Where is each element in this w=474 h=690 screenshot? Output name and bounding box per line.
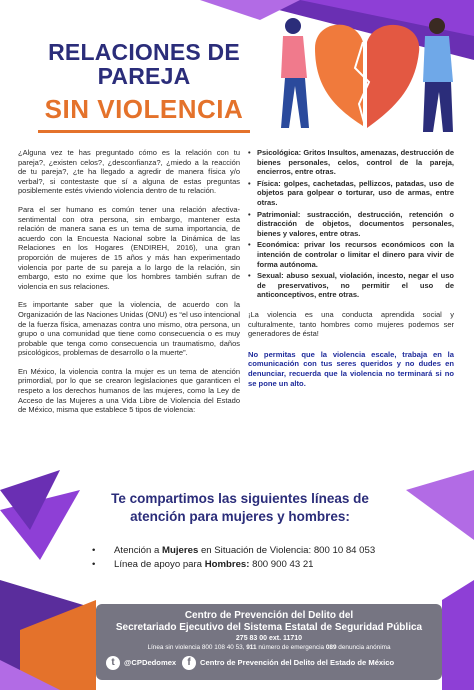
learned-behavior-note: ¡La violencia es una conducta aprendida social y culturalmente, tanto hombres como mujeres podemos ser generadores de ésta! — [248, 309, 454, 339]
footer-emergency-line — [96, 643, 442, 652]
list-item: • Económica: privar los recursos económicos con la intención de controlar o limitar el dinero para vivir de forma autónoma. — [248, 240, 454, 269]
twitter-handle[interactable]: @CPDedomex — [124, 658, 177, 667]
title-line-2: PAREJA — [97, 63, 191, 89]
paragraph-endireh: Para el ser humano es común tener una relación afectiva-sentimental con otra persona, sin embargo, mantener esta relación de manera sana es un tema de suma importancia, de acuerdo con la Encuesta Nacional sobre la Dinámica de las Relaciones en los Hogares (ENDIREH, 2016), una gran proporción de mujeres de 15 años y más han experimentado violencia por parte de su pareja a lo largo de la relación, sin embargo, esto no exime que los hombres también sufran de violencia en sus relaciones. — [18, 204, 240, 291]
footer-box — [96, 604, 442, 680]
hotline-women-number: en Situación de Violencia: 800 10 84 053 — [198, 545, 376, 556]
right-column — [248, 148, 454, 389]
footer-line-prefix: Línea sin violencia 800 108 40 53, — [147, 644, 247, 651]
footer-org-1: Centro de Prevención del Delito del — [184, 610, 354, 621]
footer-line-suffix: denuncia anónima — [336, 644, 391, 651]
social-links — [106, 656, 436, 674]
footer-089: 089 — [325, 644, 337, 651]
title-line-3: SIN VIOLENCIA — [44, 94, 244, 124]
list-item: • Física: golpes, cachetadas, pellizcos, patadas, uso de objetos para golpear o torturar, uso de armas, entre otras. — [248, 179, 454, 208]
lines-heading — [70, 490, 410, 526]
list-item: • Patrimonial: sustracción, destrucción, retención o distracción de objetos, documentos personales, bienes y valores, entre otras. — [248, 210, 454, 239]
list-item: • Sexual: abuso sexual, violación, incesto, negar el uso de preservativos, no permitir el uso de anticonceptivos, entre otras. — [248, 271, 454, 300]
title-block — [30, 40, 258, 124]
title-underline — [38, 130, 250, 133]
hotline-list — [92, 544, 375, 572]
paragraph-onu: Es importante saber que la violencia, de acuerdo con la Organización de las Naciones Unidas (ONU) es “el uso intencional de la fuerza física, amenazas contra uno mismo, otra persona, un grupo o una comunidad que tiene como consecuencia o es muy probable que tenga como consecuencia un traumatismo, daños psicológicos, problemas de desarrollo o la muerte”. — [18, 300, 240, 358]
couple-heart-illustration — [255, 8, 465, 143]
footer-911: 911 — [246, 644, 257, 651]
hotline-women-prefix: Atención a — [114, 545, 163, 556]
footer-org-2: Secretariado Ejecutivo del Sistema Estatal de Seguridad Pública — [115, 622, 423, 633]
footer-phone: 275 83 00 ext. 11710 — [235, 635, 303, 642]
hotline-women — [92, 544, 375, 558]
callout-message: No permitas que la violencia escale, trabaja en la comunicación con tus seres queridos y no dudes en denunciar, recuerda que la violencia no terminará si no se pone un alto. — [248, 349, 454, 389]
hotline-men — [92, 558, 375, 572]
facebook-page[interactable]: Centro de Prevención del Delito del Estado de México — [200, 658, 395, 667]
violence-types-list — [248, 148, 454, 300]
lines-heading-1: Te compartimos las siguientes líneas de — [111, 491, 369, 506]
left-column — [18, 148, 240, 424]
paragraph-mexico: En México, la violencia contra la mujer es un tema de atención primordial, por lo que se crearon legislaciones que garanticen el respeto a los derechos humanos de las mujeres, como la Ley de Acceso de las Mujeres a una Vida Libre de Violencia del Estado de México, misma que establece 5 tipos de violencia: — [18, 366, 240, 415]
twitter-icon[interactable]: t — [106, 656, 120, 670]
title-line-1: RELACIONES DE — [48, 39, 240, 65]
hotline-men-prefix: Línea de apoyo para — [114, 559, 205, 570]
hotline-men-bold: Hombres: — [204, 559, 250, 570]
hotline-women-bold: Mujeres — [162, 545, 199, 556]
list-item: • Psicológica: Gritos Insultos, amenazas, destrucción de bienes personales, celos, control de la pareja, encierros, entre otras. — [248, 148, 454, 177]
footer-line-mid: número de emergencia — [256, 644, 326, 651]
hotline-men-number: 800 900 43 21 — [249, 559, 314, 570]
facebook-icon[interactable]: f — [182, 656, 196, 670]
lines-heading-2: atención para mujeres y hombres: — [130, 509, 350, 524]
paragraph-intro: ¿Alguna vez te has preguntado cómo es la relación con tu pareja?, ¿existen celos?, ¿desconfianza?, ¿miedo a la reacción de tu pareja?, ¿te ha llegado a agredir de manera física y/o verbal?, si contestaste que sí a alguna de estas preguntas posiblemente estés viviendo violencia dentro de tu relación. — [18, 148, 240, 196]
